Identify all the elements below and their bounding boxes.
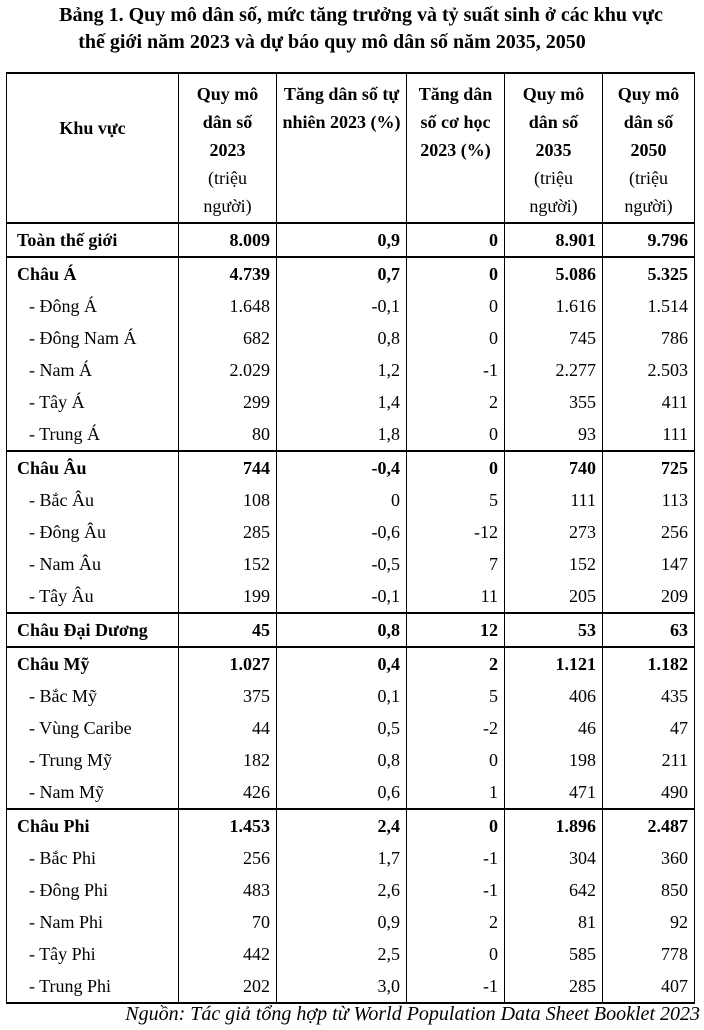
natural-growth-cell: -0,5 <box>277 548 407 580</box>
pop2023-cell: 8.009 <box>179 223 277 257</box>
mechanical-growth-cell: -2 <box>407 712 505 744</box>
pop2035-cell: 81 <box>505 906 603 938</box>
pop2035-cell: 46 <box>505 712 603 744</box>
pop2023-cell: 70 <box>179 906 277 938</box>
pop2035-cell: 2.277 <box>505 354 603 386</box>
pop2035-cell: 285 <box>505 970 603 1003</box>
natural-growth-cell: 0,4 <box>277 647 407 680</box>
mechanical-growth-cell: -1 <box>407 874 505 906</box>
region-name-cell: Châu Mỹ <box>7 647 179 680</box>
mechanical-growth-cell: 0 <box>407 418 505 451</box>
pop2050-cell: 5.325 <box>603 257 695 290</box>
table-row <box>7 776 695 809</box>
region-name-cell: - Bắc Âu <box>7 484 179 516</box>
mechanical-growth-cell: 0 <box>407 257 505 290</box>
pop2035-cell: 740 <box>505 451 603 484</box>
pop2035-cell: 1.616 <box>505 290 603 322</box>
pop2023-cell: 682 <box>179 322 277 354</box>
header-mechanical-growth: Tăng dân số cơ học 2023 (%) <box>407 73 505 223</box>
region-name-cell: Châu Âu <box>7 451 179 484</box>
pop2023-cell: 202 <box>179 970 277 1003</box>
region-name-cell: - Nam Phi <box>7 906 179 938</box>
pop2023-cell: 1.453 <box>179 809 277 842</box>
region-name-cell: - Nam Âu <box>7 548 179 580</box>
mechanical-growth-cell: 5 <box>407 484 505 516</box>
pop2023-cell: 108 <box>179 484 277 516</box>
header-pop2023-label: Quy mô dân số 2023 <box>196 84 259 160</box>
table-row <box>7 613 695 647</box>
pop2035-cell: 273 <box>505 516 603 548</box>
pop2035-cell: 152 <box>505 548 603 580</box>
pop2035-cell: 93 <box>505 418 603 451</box>
pop2023-cell: 182 <box>179 744 277 776</box>
mechanical-growth-cell: 2 <box>407 647 505 680</box>
natural-growth-cell: 1,2 <box>277 354 407 386</box>
table-row <box>7 842 695 874</box>
pop2035-cell: 1.121 <box>505 647 603 680</box>
pop2035-cell: 745 <box>505 322 603 354</box>
header-pop2035-unit: (triệu người) <box>529 168 578 216</box>
natural-growth-cell: 0,5 <box>277 712 407 744</box>
pop2050-cell: 490 <box>603 776 695 809</box>
mechanical-growth-cell: 1 <box>407 776 505 809</box>
natural-growth-cell: 2,5 <box>277 938 407 970</box>
pop2023-cell: 426 <box>179 776 277 809</box>
header-region: Khu vực <box>7 73 179 223</box>
pop2050-cell: 63 <box>603 613 695 647</box>
mechanical-growth-cell: -12 <box>407 516 505 548</box>
pop2050-cell: 778 <box>603 938 695 970</box>
pop2035-cell: 355 <box>505 386 603 418</box>
source-note: Nguồn: Tác giả tổng hợp từ World Population Data Sheet Booklet 2023 <box>125 1003 700 1025</box>
region-name-cell: Châu Đại Dương <box>7 613 179 647</box>
natural-growth-cell: -0,1 <box>277 290 407 322</box>
table-row <box>7 938 695 970</box>
mechanical-growth-cell: 5 <box>407 680 505 712</box>
table-row <box>7 354 695 386</box>
mechanical-growth-cell: -1 <box>407 842 505 874</box>
mechanical-growth-cell: 0 <box>407 809 505 842</box>
pop2035-cell: 198 <box>505 744 603 776</box>
table-row <box>7 451 695 484</box>
region-name-cell: Châu Á <box>7 257 179 290</box>
pop2050-cell: 1.182 <box>603 647 695 680</box>
natural-growth-cell: -0,6 <box>277 516 407 548</box>
natural-growth-cell: -0,1 <box>277 580 407 613</box>
region-name-cell: - Đông Phi <box>7 874 179 906</box>
header-pop2035 <box>505 73 603 223</box>
pop2050-cell: 209 <box>603 580 695 613</box>
table-row <box>7 257 695 290</box>
mechanical-growth-cell: 2 <box>407 906 505 938</box>
pop2023-cell: 375 <box>179 680 277 712</box>
pop2050-cell: 725 <box>603 451 695 484</box>
pop2023-cell: 152 <box>179 548 277 580</box>
natural-growth-cell: 0,8 <box>277 613 407 647</box>
table-row <box>7 874 695 906</box>
pop2050-cell: 407 <box>603 970 695 1003</box>
table-row <box>7 580 695 613</box>
header-pop2023 <box>179 73 277 223</box>
region-name-cell: Châu Phi <box>7 809 179 842</box>
pop2023-cell: 299 <box>179 386 277 418</box>
pop2035-cell: 304 <box>505 842 603 874</box>
natural-growth-cell: 0,8 <box>277 322 407 354</box>
natural-growth-cell: 2,4 <box>277 809 407 842</box>
region-name-cell: - Tây Âu <box>7 580 179 613</box>
region-name-cell: - Bắc Mỹ <box>7 680 179 712</box>
region-name-cell: - Trung Mỹ <box>7 744 179 776</box>
table-row <box>7 744 695 776</box>
pop2023-cell: 4.739 <box>179 257 277 290</box>
pop2035-cell: 205 <box>505 580 603 613</box>
table-row <box>7 290 695 322</box>
pop2023-cell: 744 <box>179 451 277 484</box>
pop2023-cell: 1.027 <box>179 647 277 680</box>
header-natural-growth: Tăng dân số tự nhiên 2023 (%) <box>277 73 407 223</box>
table-header-row <box>7 73 695 223</box>
natural-growth-cell: 3,0 <box>277 970 407 1003</box>
pop2035-cell: 1.896 <box>505 809 603 842</box>
pop2050-cell: 113 <box>603 484 695 516</box>
mechanical-growth-cell: 12 <box>407 613 505 647</box>
mechanical-growth-cell: 11 <box>407 580 505 613</box>
table-title-line-1: Bảng 1. Quy mô dân số, mức tăng trưởng và tỷ suất sinh ở các khu vực <box>59 4 663 26</box>
pop2035-cell: 585 <box>505 938 603 970</box>
pop2050-cell: 92 <box>603 906 695 938</box>
natural-growth-cell: 0,9 <box>277 906 407 938</box>
pop2023-cell: 256 <box>179 842 277 874</box>
header-pop2050-unit: (triệu người) <box>624 168 673 216</box>
table-row <box>7 647 695 680</box>
pop2050-cell: 786 <box>603 322 695 354</box>
mechanical-growth-cell: 0 <box>407 322 505 354</box>
mechanical-growth-cell: 0 <box>407 223 505 257</box>
pop2050-cell: 211 <box>603 744 695 776</box>
table-title-line-2: thế giới năm 2023 và dự báo quy mô dân số năm 2035, 2050 <box>78 31 586 53</box>
natural-growth-cell: 0,8 <box>277 744 407 776</box>
pop2050-cell: 47 <box>603 712 695 744</box>
population-table <box>6 72 695 1004</box>
region-name-cell: - Đông Á <box>7 290 179 322</box>
pop2050-cell: 147 <box>603 548 695 580</box>
header-pop2023-unit: (triệu người) <box>203 168 252 216</box>
pop2023-cell: 80 <box>179 418 277 451</box>
natural-growth-cell: 1,8 <box>277 418 407 451</box>
region-name-cell: - Nam Á <box>7 354 179 386</box>
table-row <box>7 418 695 451</box>
pop2050-cell: 850 <box>603 874 695 906</box>
table-row <box>7 712 695 744</box>
natural-growth-cell: -0,4 <box>277 451 407 484</box>
mechanical-growth-cell: -1 <box>407 970 505 1003</box>
mechanical-growth-cell: -1 <box>407 354 505 386</box>
table-title <box>0 2 704 56</box>
natural-growth-cell: 0,9 <box>277 223 407 257</box>
pop2023-cell: 1.648 <box>179 290 277 322</box>
table-row <box>7 484 695 516</box>
mechanical-growth-cell: 0 <box>407 744 505 776</box>
header-pop2050-label: Quy mô dân số 2050 <box>617 84 680 160</box>
natural-growth-cell: 0 <box>277 484 407 516</box>
table-row <box>7 322 695 354</box>
pop2035-cell: 8.901 <box>505 223 603 257</box>
table-row <box>7 386 695 418</box>
region-name-cell: - Đông Âu <box>7 516 179 548</box>
pop2035-cell: 471 <box>505 776 603 809</box>
region-name-cell: - Tây Phi <box>7 938 179 970</box>
mechanical-growth-cell: 0 <box>407 290 505 322</box>
header-pop2035-label: Quy mô dân số 2035 <box>522 84 585 160</box>
region-name-cell: - Bắc Phi <box>7 842 179 874</box>
mechanical-growth-cell: 2 <box>407 386 505 418</box>
pop2050-cell: 111 <box>603 418 695 451</box>
pop2023-cell: 2.029 <box>179 354 277 386</box>
natural-growth-cell: 1,4 <box>277 386 407 418</box>
pop2035-cell: 406 <box>505 680 603 712</box>
pop2023-cell: 44 <box>179 712 277 744</box>
pop2023-cell: 199 <box>179 580 277 613</box>
natural-growth-cell: 0,1 <box>277 680 407 712</box>
natural-growth-cell: 0,6 <box>277 776 407 809</box>
pop2050-cell: 360 <box>603 842 695 874</box>
mechanical-growth-cell: 7 <box>407 548 505 580</box>
region-name-cell: - Đông Nam Á <box>7 322 179 354</box>
natural-growth-cell: 1,7 <box>277 842 407 874</box>
table-row <box>7 906 695 938</box>
mechanical-growth-cell: 0 <box>407 938 505 970</box>
natural-growth-cell: 0,7 <box>277 257 407 290</box>
table-row <box>7 680 695 712</box>
pop2050-cell: 1.514 <box>603 290 695 322</box>
pop2035-cell: 53 <box>505 613 603 647</box>
pop2050-cell: 2.487 <box>603 809 695 842</box>
region-name-cell: - Vùng Caribe <box>7 712 179 744</box>
region-name-cell: - Nam Mỹ <box>7 776 179 809</box>
pop2050-cell: 411 <box>603 386 695 418</box>
mechanical-growth-cell: 0 <box>407 451 505 484</box>
pop2023-cell: 45 <box>179 613 277 647</box>
region-name-cell: - Trung Á <box>7 418 179 451</box>
pop2050-cell: 256 <box>603 516 695 548</box>
pop2035-cell: 642 <box>505 874 603 906</box>
header-pop2050 <box>603 73 695 223</box>
pop2050-cell: 2.503 <box>603 354 695 386</box>
pop2035-cell: 111 <box>505 484 603 516</box>
pop2050-cell: 435 <box>603 680 695 712</box>
table-row <box>7 516 695 548</box>
pop2023-cell: 442 <box>179 938 277 970</box>
pop2023-cell: 483 <box>179 874 277 906</box>
pop2050-cell: 9.796 <box>603 223 695 257</box>
table-body <box>7 223 695 1003</box>
table-row <box>7 809 695 842</box>
region-name-cell: - Trung Phi <box>7 970 179 1003</box>
pop2035-cell: 5.086 <box>505 257 603 290</box>
region-name-cell: Toàn thế giới <box>7 223 179 257</box>
pop2023-cell: 285 <box>179 516 277 548</box>
table-row <box>7 548 695 580</box>
region-name-cell: - Tây Á <box>7 386 179 418</box>
table-row <box>7 223 695 257</box>
table-row <box>7 970 695 1003</box>
natural-growth-cell: 2,6 <box>277 874 407 906</box>
